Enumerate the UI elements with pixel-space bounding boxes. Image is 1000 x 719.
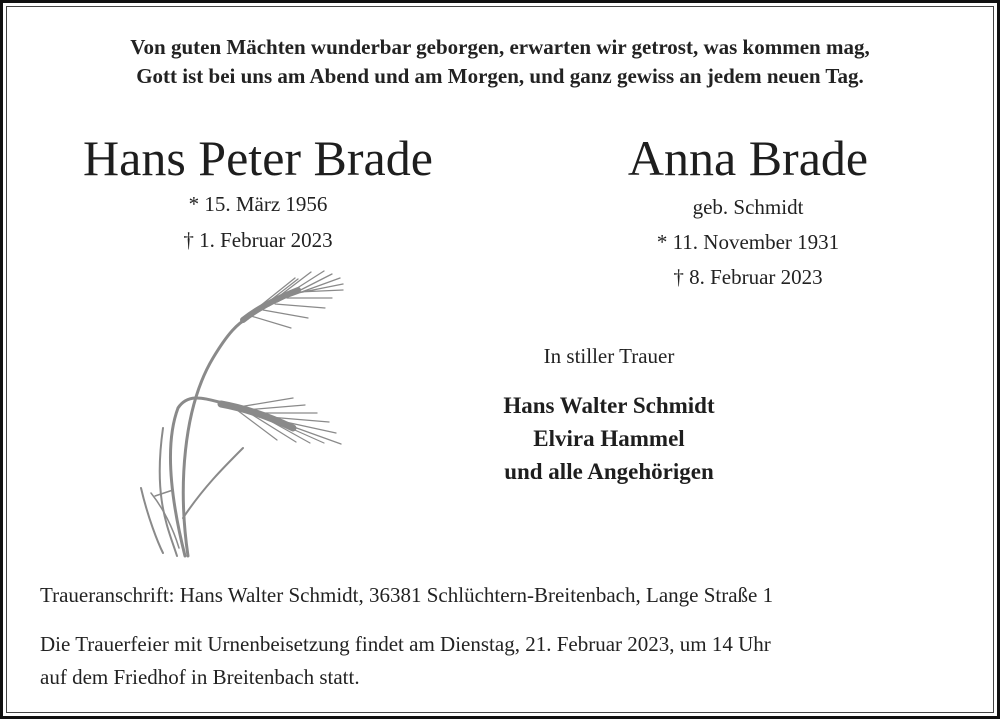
wheat-ears-icon — [133, 258, 348, 558]
deceased-name-left: Hans Peter Brade — [83, 130, 433, 186]
motto-line-1: Von guten Mächten wunderbar geborgen, erwarten wir getrost, was kommen mag, — [130, 35, 870, 59]
birth-date-right: * 11. November 1931 — [656, 230, 840, 254]
service-info-line-2: auf dem Friedhof in Breitenbach statt. — [40, 665, 360, 689]
mourner-2: Elvira Hammel — [533, 426, 685, 451]
motto-line-2: Gott ist bei uns am Abend und am Morgen, und ganz gewiss an jedem neuen Tag. — [136, 64, 864, 88]
death-date-right: † 8. Februar 2023 — [673, 265, 823, 289]
service-info-line-1: Die Trauerfeier mit Urnenbeisetzung findet am Dienstag, 21. Februar 2023, um 14 Uhr — [40, 632, 771, 656]
birth-date-left: * 15. März 1956 — [188, 192, 328, 216]
mourning-address: Traueranschrift: Hans Walter Schmidt, 36381 Schlüchtern-Breitenbach, Lange Straße 1 — [40, 583, 774, 607]
maiden-name-right: geb. Schmidt — [692, 195, 804, 219]
motto-verse — [3, 33, 997, 91]
mourner-3: und alle Angehörigen — [504, 459, 714, 484]
mourner-1: Hans Walter Schmidt — [503, 393, 715, 418]
death-date-left: † 1. Februar 2023 — [183, 228, 333, 252]
mourning-label: In stiller Trauer — [543, 344, 675, 368]
deceased-name-right: Anna Brade — [627, 130, 869, 186]
